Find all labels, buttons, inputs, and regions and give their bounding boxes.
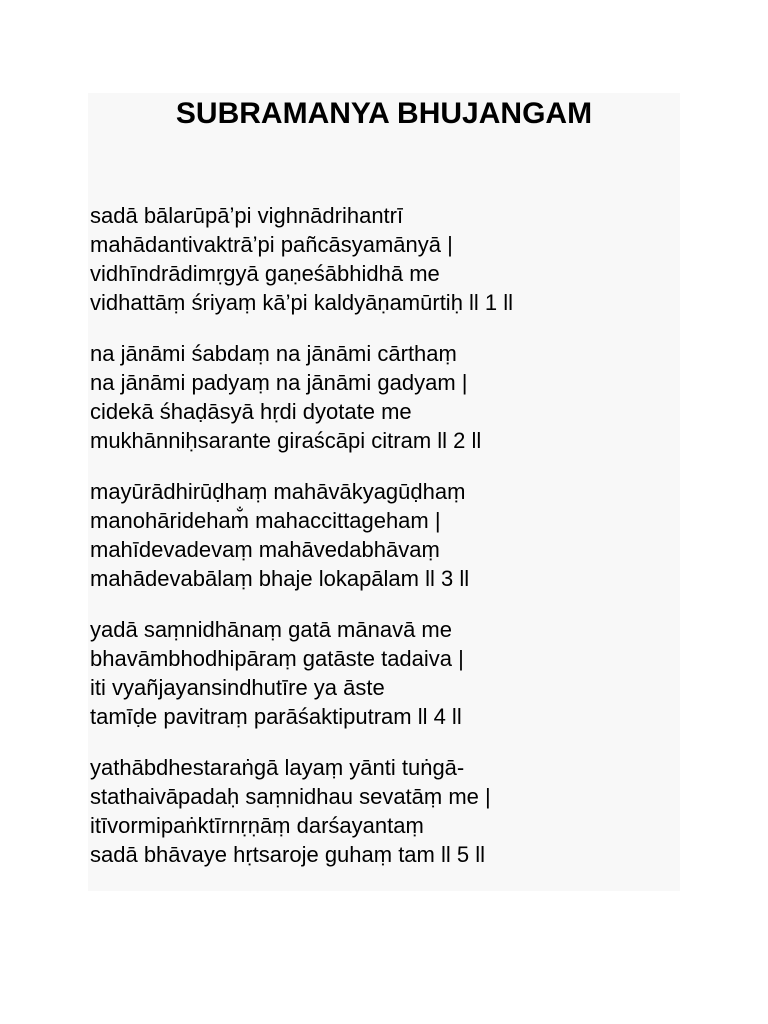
document-page xyxy=(88,93,680,891)
verse-line: bhavāmbhodhipāraṃ gatāste tadaiva | xyxy=(90,646,464,671)
verse-line: na jānāmi śabdaṃ na jānāmi cārthaṃ xyxy=(90,341,457,366)
verse-line: yadā saṃnidhānaṃ gatā mānavā me xyxy=(90,617,452,642)
verse-line: itīvormipaṅktīrnṛṇāṃ darśayantaṃ xyxy=(90,813,424,838)
verse-line: vidhattāṃ śriyaṃ kā’pi kaldyāṇamūrtiḥ ll 1 ll xyxy=(90,290,514,315)
verse-line: sadā bālarūpā’pi vighnādrihantrī xyxy=(90,203,404,228)
verse-2 xyxy=(90,339,678,455)
verse-line: sadā bhāvaye hṛtsaroje guhaṃ tam ll 5 ll xyxy=(90,842,485,867)
verse-line: vidhīndrādimṛgyā gaṇeśābhidhā me xyxy=(90,261,440,286)
verse-line: iti vyañjayansindhutīre ya āste xyxy=(90,675,385,700)
verse-line: mahīdevadevaṃ mahāvedabhāvaṃ xyxy=(90,537,440,562)
verse-line: mayūrādhirūḍhaṃ mahāvākyagūḍhaṃ xyxy=(90,479,466,504)
verse-line: mukhānniḥsarante giraścāpi citram ll 2 ll xyxy=(90,428,482,453)
verse-line: stathaivāpadaḥ saṃnidhau sevatāṃ me | xyxy=(90,784,491,809)
document-title: SUBRAMANYA BHUJANGAM xyxy=(175,97,593,130)
verse-4 xyxy=(90,615,678,731)
verse-5 xyxy=(90,753,678,869)
verse-3 xyxy=(90,477,678,593)
verse-line: tamīḍe pavitraṃ parāśaktiputram ll 4 ll xyxy=(90,704,462,729)
verse-line: na jānāmi padyaṃ na jānāmi gadyam | xyxy=(90,370,468,395)
verse-1 xyxy=(90,201,678,317)
verse-line: manohārideham̐ mahaccittageham | xyxy=(90,508,441,533)
verse-line: cidekā śhaḍāsyā hṛdi dyotate me xyxy=(90,399,412,424)
verse-line: mahādevabālaṃ bhaje lokapālam ll 3 ll xyxy=(90,566,470,591)
verse-line: mahādantivaktrā’pi pañcāsyamānyā | xyxy=(90,232,453,257)
verse-line: yathābdhestaraṅgā layaṃ yānti tuṅgā- xyxy=(90,755,465,780)
verse-list xyxy=(90,201,678,891)
